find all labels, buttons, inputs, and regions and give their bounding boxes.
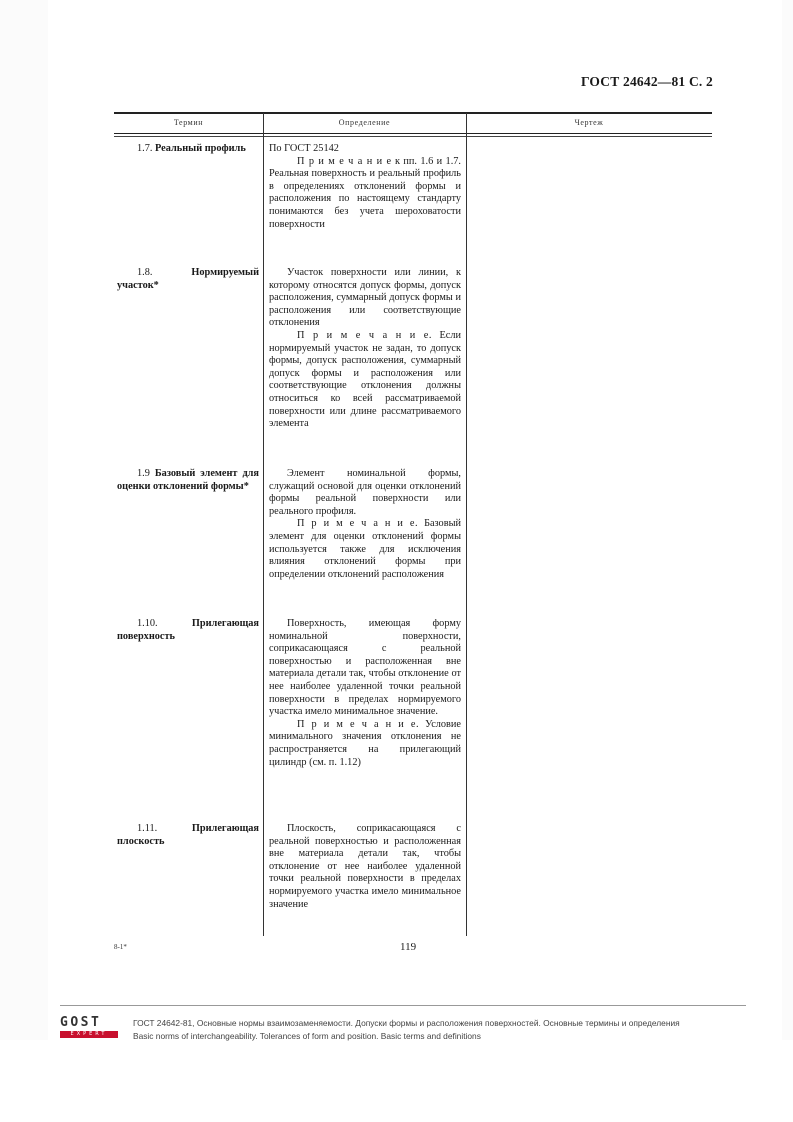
term-number: 1.9 [137, 468, 150, 479]
footer-rule [60, 1005, 746, 1006]
term-title: Прилегающая поверхность [117, 618, 259, 642]
definition-1-7 [269, 143, 461, 231]
term-title: Реальный профиль [155, 143, 246, 154]
definition-note [269, 719, 461, 769]
page-margin-right [782, 0, 793, 1040]
definition-text: Участок поверхности или линии, к которому относятся допуск формы, допуск расположения, суммарный допуск формы и расположения или соответствующие отклонения [269, 267, 461, 329]
table-header-rule [114, 133, 712, 134]
term-1-10 [117, 618, 259, 643]
definition-text: Поверхность, имеющая форму номинальной поверхности, соприкасающаяся с реальной поверхностью и расположенная вне материала детали так, чтобы отклонение от нее наиболее удаленной точки реальной поверхности в пределах нормируемого участка имело минимальное значение. [269, 618, 461, 718]
page-number: 119 [400, 941, 417, 953]
definition-1-8 [269, 267, 461, 431]
logo-wordmark: GOST [60, 1015, 102, 1030]
term-number: 1.8. [137, 267, 153, 278]
definition-text: Плоскость, соприкасающаяся с реальной поверхностью и расположенная вне материала детали так, чтобы отклонение от нее наиболее удаленной точки реальной поверхности в пределах нормируемого участка имело минимальное значение [269, 823, 461, 910]
note-label: П р и м е ч а н и е. [297, 329, 432, 341]
term-1-8 [117, 267, 259, 292]
term-number: 1.7. [137, 143, 153, 154]
definition-text: Элемент номинальной формы, служащий основой для оценки отклонений формы реальной поверхности или реального профиля. [269, 468, 461, 517]
note-text: Условие минимального значения отклонения не распространяется на прилегающий цилиндр (см. п. 1.12) [269, 718, 461, 768]
column-header-definition: Определение [338, 118, 391, 127]
definition-1-11 [269, 823, 461, 911]
definition-note [269, 518, 461, 581]
note-label: П р и м е ч а н и е. [297, 518, 419, 530]
footer-description [133, 1017, 773, 1043]
column-divider-2 [466, 113, 467, 936]
column-header-drawing: Чертеж [574, 118, 604, 127]
definition-1-9 [269, 468, 461, 581]
note-label: П р и м е ч а н и е. [297, 718, 420, 730]
footer-line-en: Basic norms of interchangeability. Tolerances of form and position. Basic terms and definitions [133, 1031, 481, 1041]
note-label: П р и м е ч а н и е [297, 155, 392, 167]
term-title: Прилегающая плоскость [117, 823, 259, 847]
table-header-rule-second [114, 136, 712, 137]
term-1-9 [117, 468, 259, 493]
term-1-7 [117, 143, 259, 156]
term-number: 1.10. [137, 618, 158, 629]
term-1-11 [117, 823, 259, 848]
term-number: 1.11. [137, 823, 158, 834]
table-top-rule [114, 112, 712, 114]
definition-note [269, 330, 461, 431]
page-signature: 8-1* [114, 943, 127, 951]
definition-note [269, 156, 461, 232]
gost-expert-logo[interactable] [60, 1016, 118, 1040]
term-title: Нормируемый участок* [117, 267, 259, 291]
page-margin-left [0, 0, 48, 1040]
note-text: Базовый элемент для оценки отклонений формы используется также для исключения влияния отклонений формы при определении отклонений расположения [269, 518, 461, 580]
column-header-term: Термин [173, 118, 204, 127]
note-text: к пп. 1.6 и 1.7. Реальная поверхность и реальный профиль в определениях отклонений формы и расположения по настоящему стандарту понимаются без учета шероховатости поверхности [269, 155, 461, 230]
page-header: ГОСТ 24642—81 С. 2 [580, 74, 713, 89]
logo-subbar: EXPERT [60, 1031, 118, 1038]
footer-line-ru: ГОСТ 24642-81, Основные нормы взаимозаменяемости. Допуски формы и расположения поверхностей. Основные термины и определения [133, 1018, 680, 1028]
note-text: Если нормируемый участок не задан, то допуск формы, допуск расположения, суммарный допуск формы и расположения или соответствующие отклонения должны относиться ко всей рассматриваемой поверхности или длине рассматриваемого элемента [269, 329, 462, 430]
definition-text: По ГОСТ 25142 [269, 143, 339, 154]
column-divider-1 [263, 113, 264, 936]
term-title: Базовый элемент для оценки отклонений формы* [117, 468, 259, 492]
definition-1-10 [269, 618, 461, 769]
